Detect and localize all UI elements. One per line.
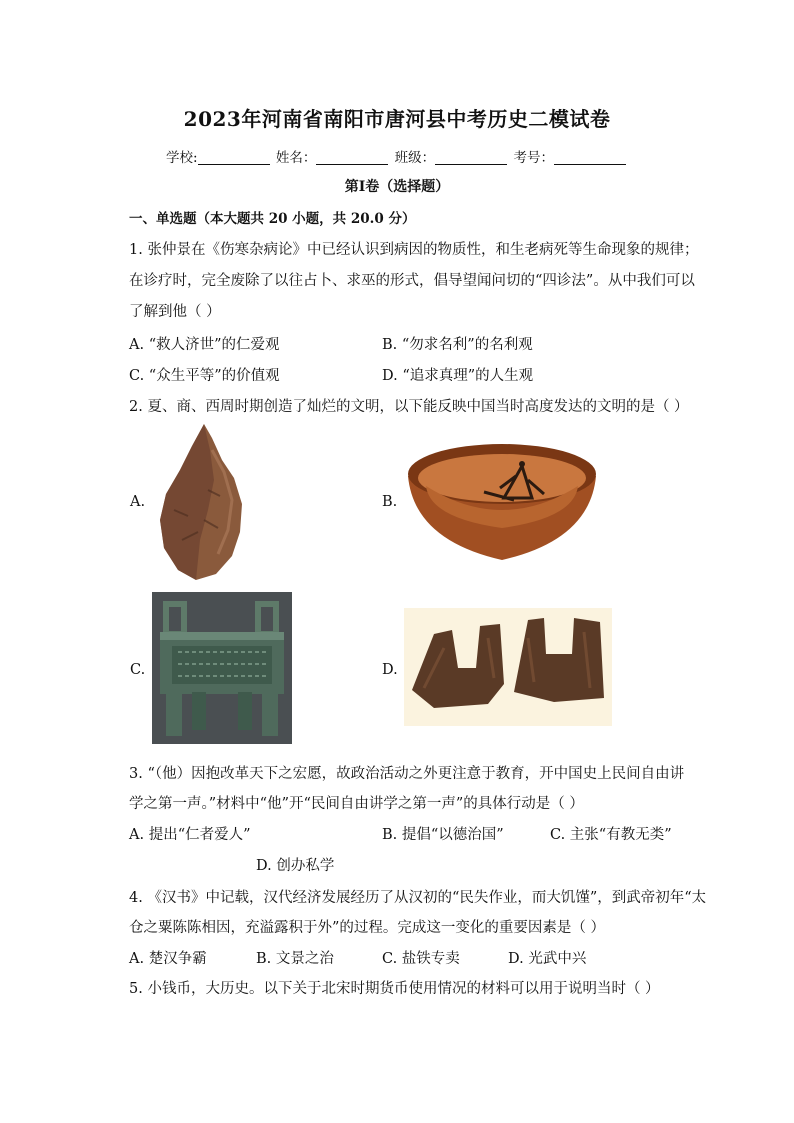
school-blank[interactable] bbox=[198, 150, 270, 165]
q3-option-a[interactable]: A. 提出“仁者爱人” bbox=[129, 827, 251, 843]
q2-option-c[interactable]: C. bbox=[130, 662, 146, 678]
class-label: 班级： bbox=[394, 150, 436, 166]
q4-line-2: 仓之粟陈陈相因，充溢露积于外”的过程。完成这一变化的重要因素是（ ） bbox=[129, 920, 606, 936]
q4-line-1: 4. 《汉书》中记载，汉代经济发展经历了从汉初的“民失作业，而大饥馑”，到武帝初年“太 bbox=[129, 890, 707, 906]
painted-pottery-basin-image[interactable] bbox=[404, 436, 600, 564]
q4-option-c[interactable]: C. 盐铁专卖 bbox=[382, 951, 460, 967]
name-label: 姓名： bbox=[275, 150, 317, 166]
bronze-ding-image[interactable] bbox=[152, 592, 292, 744]
q2-option-a[interactable]: A. bbox=[130, 494, 146, 510]
q3-option-b[interactable]: B. 提倡“以德治国” bbox=[382, 827, 504, 843]
school-label: 学校: bbox=[166, 150, 198, 166]
part-title: 第Ⅰ卷（选择题） bbox=[344, 179, 450, 195]
exam-no-blank[interactable] bbox=[554, 150, 626, 165]
q4-option-a[interactable]: A. 楚汉争霸 bbox=[129, 951, 207, 967]
q1-option-b[interactable]: B. “勿求名利”的名利观 bbox=[382, 337, 533, 353]
q3-option-d[interactable]: D. 创办私学 bbox=[256, 858, 335, 874]
class-blank[interactable] bbox=[435, 150, 507, 165]
q2-option-b[interactable]: B. bbox=[382, 494, 398, 510]
exam-title: 2023年河南省南阳市唐河县中考历史二模试卷 bbox=[183, 107, 611, 131]
q1-line-3: 了解到他（ ） bbox=[129, 304, 221, 320]
q2-option-d[interactable]: D. bbox=[382, 662, 398, 678]
section-title: 一、单选题（本大题共 20 小题，共 20.0 分） bbox=[129, 211, 416, 227]
exam-no-label: 考号： bbox=[513, 150, 554, 166]
q1-line-2: 在诊疗时，完全废除了以往占卜、求巫的形式，倡导望闻问切的“四诊法”。从中我们可以 bbox=[129, 273, 695, 289]
stone-tool-image[interactable] bbox=[152, 420, 250, 584]
name-blank[interactable] bbox=[316, 150, 388, 165]
q4-option-d[interactable]: D. 光武中兴 bbox=[508, 951, 587, 967]
q4-option-b[interactable]: B. 文景之治 bbox=[256, 951, 334, 967]
q3-line-1: 3. “（他）因抱改革天下之宏愿，故政治活动之外更注意于教育，开中国史上民间自由讲 bbox=[129, 766, 685, 782]
q1-option-d[interactable]: D. “追求真理”的人生观 bbox=[382, 368, 534, 384]
q3-line-2: 学之第一声。”材料中“他”开“民间自由讲学之第一声”的具体行动是（ ） bbox=[129, 796, 584, 812]
q5-line-1: 5. 小钱币，大历史。以下关于北宋时期货币使用情况的材料可以用于说明当时（ ） bbox=[129, 981, 660, 997]
q3-option-c[interactable]: C. 主张“有教无类” bbox=[550, 827, 672, 843]
q1-line-1: 1. 张仲景在《伤寒杂病论》中已经认识到病因的物质性，和生老病死等生命现象的规律； bbox=[129, 242, 699, 258]
iron-tools-image[interactable] bbox=[404, 608, 612, 726]
q2-line-1: 2. 夏、商、西周时期创造了灿烂的文明，以下能反映中国当时高度发达的文明的是（ ） bbox=[129, 399, 689, 415]
student-info-row bbox=[0, 146, 794, 166]
q1-option-a[interactable]: A. “救人济世”的仁爱观 bbox=[129, 337, 280, 353]
q1-option-c[interactable]: C. “众生平等”的价值观 bbox=[129, 368, 280, 384]
